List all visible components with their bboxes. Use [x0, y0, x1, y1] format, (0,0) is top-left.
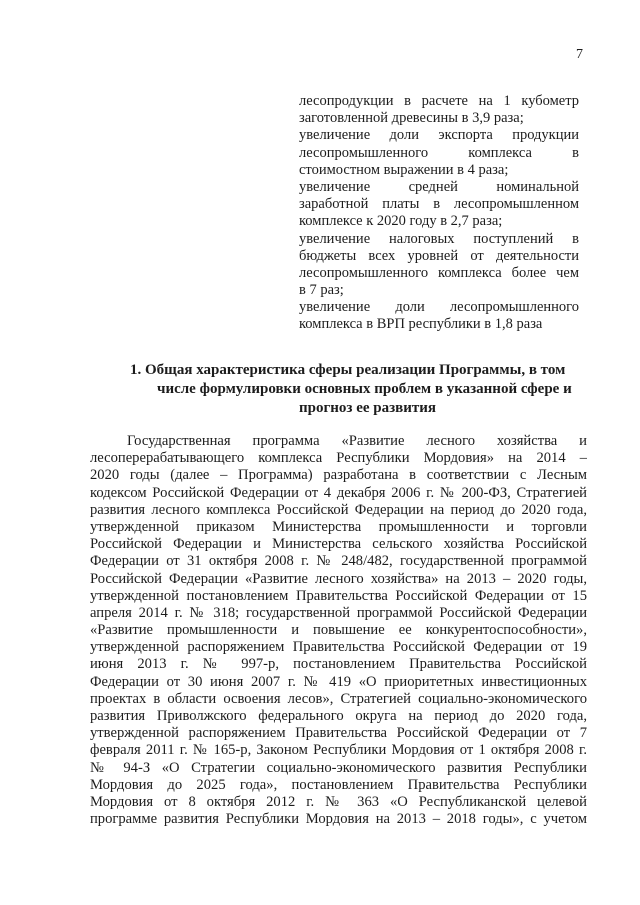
- paragraph-line: 2020 годы (далее – Программа) разработана в соответствии с Лесным: [90, 467, 587, 484]
- indicator-line: увеличение налоговых поступлений в: [299, 230, 579, 247]
- indicator-line: увеличение доли экспорта продукции: [299, 127, 579, 144]
- paragraph-line: Мордовия до 2025 года», постановлением Правительства Республики: [90, 776, 587, 793]
- indicator-line: лесопродукции в расчете на 1 кубометр: [299, 93, 579, 109]
- section-body-paragraph: [90, 433, 587, 828]
- indicator-line: заготовленной древесины в 3,9 раза;: [299, 110, 524, 127]
- section-heading-line: 1. Общая характеристика сферы реализации Программы, в том: [130, 362, 566, 378]
- paragraph-line: утвержденной приказом Министерства промышленности и торговли: [90, 518, 587, 535]
- paragraph-line: Федерации от 31 октября 2008 г. № 248/482, государственной программой: [90, 553, 587, 570]
- paragraph-line: утвержденной распоряжением Правительства Российской Федерации от 7: [90, 725, 587, 742]
- paragraph-line: развития лесного комплекса Российской Федерации на период до 2020 года,: [90, 501, 587, 518]
- paragraph-line: Мордовия от 8 октября 2012 г. № 363 «О Республиканской целевой: [90, 793, 587, 810]
- paragraph-line: кодексом Российской Федерации от 4 декабря 2006 г. № 200-ФЗ, Стратегией: [90, 484, 587, 501]
- paragraph-line: утвержденной распоряжением Правительства Российской Федерации от 19: [90, 639, 587, 656]
- paragraph-line: Федерации от 30 июня 2007 г. № 419 «О приоритетных инвестиционных: [90, 673, 587, 690]
- paragraph-line: Государственная программа «Развитие лесного хозяйства и: [127, 433, 587, 449]
- paragraph-line: развития Приволжского федерального округа на период до 2020 года,: [90, 708, 587, 724]
- paragraph-line: Российской Федерации и Министерства сельского хозяйства Российской: [90, 536, 587, 553]
- paragraph-line: программе развития Республики Мордовия на 2013 – 2018 годы», с учетом: [90, 811, 587, 828]
- paragraph-line: утвержденной постановлением Правительства Российской Федерации от 15: [90, 587, 587, 604]
- indicator-line: бюджеты всех уровней от деятельности: [299, 247, 579, 264]
- paragraph-line: апреля 2014 г. № 318; государственной программой Российской Федерации: [90, 604, 587, 621]
- target-indicators-list: [299, 93, 579, 334]
- indicator-line: увеличение средней номинальной: [299, 178, 579, 195]
- paragraph-line: проектах в области освоения лесов», Стратегией социально-экономического: [90, 690, 587, 707]
- paragraph-line: «Развитие промышленности и повышение ее конкурентоспособности»,: [90, 622, 587, 639]
- indicator-line: комплексе к 2020 году в 2,7 раза;: [299, 213, 503, 230]
- indicator-line: заработной платы в лесопромышленном: [299, 196, 579, 213]
- indicator-line: в 7 раз;: [299, 282, 344, 299]
- indicator-line: комплекса в ВРП республики в 1,8 раза: [299, 316, 543, 333]
- page-number: 7: [576, 47, 583, 62]
- indicator-line: лесопромышленного комплекса более чем: [299, 264, 579, 281]
- paragraph-line: июня 2013 г. № 997-р, постановлением Правительства Российской: [90, 656, 587, 673]
- paragraph-line: лесоперерабатывающего комплекса Республики Мордовия» на 2014 –: [90, 450, 587, 467]
- section-heading-line: числе формулировки основных проблем в указанной сфере и: [157, 381, 572, 397]
- indicator-line: лесопромышленного комплекса в: [299, 144, 579, 161]
- paragraph-line: февраля 2011 г. № 165-р, Законом Республики Мордовия от 1 октября 2008 г.: [90, 742, 587, 759]
- section-heading: [130, 361, 585, 418]
- paragraph-line: № 94-З «О Стратегии социально-экономического развития Республики: [90, 759, 587, 776]
- indicator-line: увеличение доли лесопромышленного: [299, 299, 579, 316]
- section-heading-line: прогноз ее развития: [298, 400, 437, 416]
- paragraph-line: Российской Федерации «Развитие лесного хозяйства» на 2013 – 2020 годы,: [90, 570, 587, 587]
- indicator-line: стоимостном выражении в 4 раза;: [299, 161, 509, 178]
